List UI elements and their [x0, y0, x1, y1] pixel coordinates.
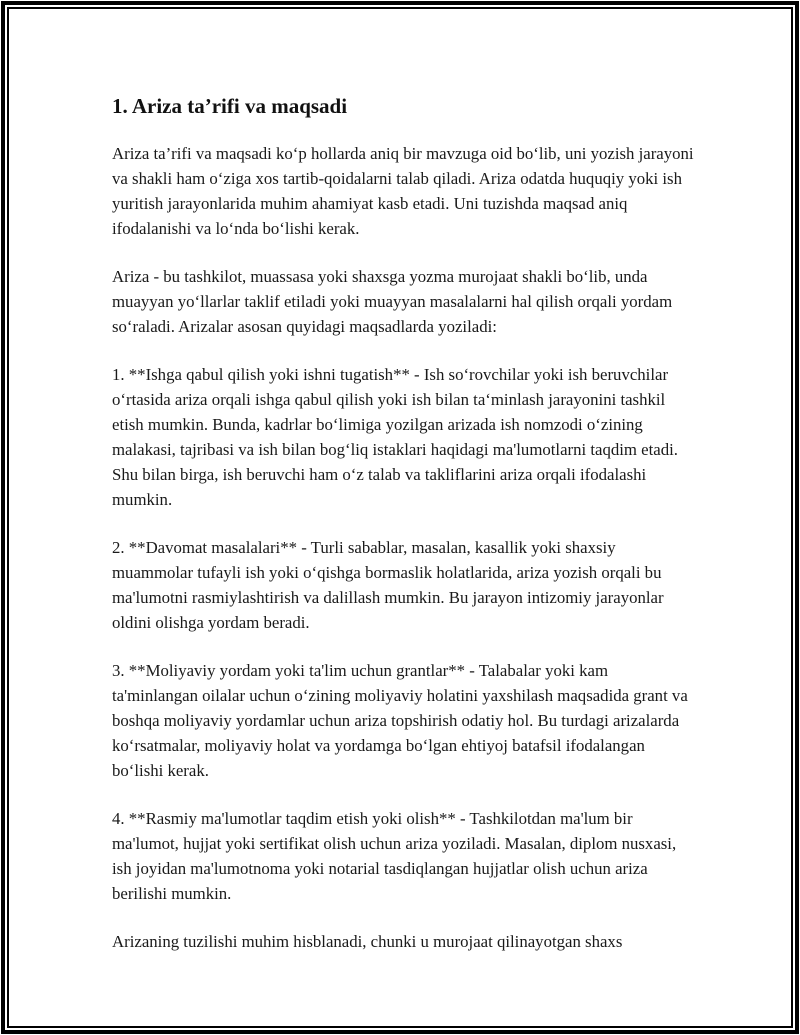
inner-border-frame: [7, 7, 793, 1028]
outer-border-frame: [1, 1, 799, 1034]
paragraph-closing: Arizaning tuzilishi muhim hisblanadi, chunki u murojaat qilinayotgan shaxs: [112, 932, 623, 951]
paragraph-item-3: 3. **Moliyaviy yordam yoki ta'lim uchun grantlar** - Talabalar yoki kam ta'minlangan oilalar uchun oʻzining moliyaviy holatini yaxshilash maqsadida grant va boshqa moliyaviy yordamlar uchun ariza topshirish odatiy hol. Bu turdagi arizalarda koʻrsatmalar, moliyaviy holat va yordamga boʻlgan ehtiyoj batafsil ifodalangan boʻlishi kerak.: [112, 661, 688, 780]
paragraph-item-4: 4. **Rasmiy ma'lumotlar taqdim etish yoki olish** - Tashkilotdan ma'lum bir ma'lumot, hujjat yoki sertifikat olish uchun ariza yoziladi. Masalan, diplom nusxasi, ish joyidan ma'lumotnoma yoki notarial tasdiqlangan hujjatlar olish uchun ariza berilishi mumkin.: [112, 809, 677, 903]
paragraph-item-2: 2. **Davomat masalalari** - Turli sabablar, masalan, kasallik yoki shaxsiy muammolar tufayli ish yoki oʻqishga bormaslik holatlarida, ariza yozish orqali bu ma'lumotni rasmiylashtirish va dalillash mumkin. Bu jarayon intizomiy jarayonlar oldini olishga yordam beradi.: [112, 538, 664, 632]
paragraph-item-1: 1. **Ishga qabul qilish yoki ishni tugatish** - Ish soʻrovchilar yoki ish beruvchilar oʻrtasida ariza orqali ishga qabul qilish yoki ish bilan taʻminlash jarayonini tashkil etish mumkin. Bunda, kadrlar boʻlimiga yozilgan arizada ish nomzodi oʻzining malakasi, tajribasi va ish bilan bogʻliq istaklari haqidagi ma'lumotlarni taqdim etadi. Shu bilan birga, ish beruvchi ham oʻz talab va takliflarini ariza orqali ifodalashi mumkin.: [112, 365, 678, 509]
document-page: [9, 9, 791, 954]
paragraph-intro: Ariza ta’rifi va maqsadi koʻp hollarda aniq bir mavzuga oid boʻlib, uni yozish jarayoni va shakli ham oʻziga xos tartib-qoidalarni talab qiladi. Ariza odatda huquqiy yoki ish yuritish jarayonlarida muhim ahamiyat kasb etadi. Uni tuzishda maqsad aniq ifodalanishi va loʻnda boʻlishi kerak.: [112, 144, 694, 238]
paragraph-definition: Ariza - bu tashkilot, muassasa yoki shaxsga yozma murojaat shakli boʻlib, unda muayyan yoʻllarlar taklif etiladi yoki muayyan masalalarni hal qilish orqali yordam soʻraladi. Arizalar asosan quyidagi maqsadlarda yoziladi:: [112, 267, 673, 336]
section-heading: 1. Ariza ta’rifi va maqsadi: [112, 94, 348, 118]
